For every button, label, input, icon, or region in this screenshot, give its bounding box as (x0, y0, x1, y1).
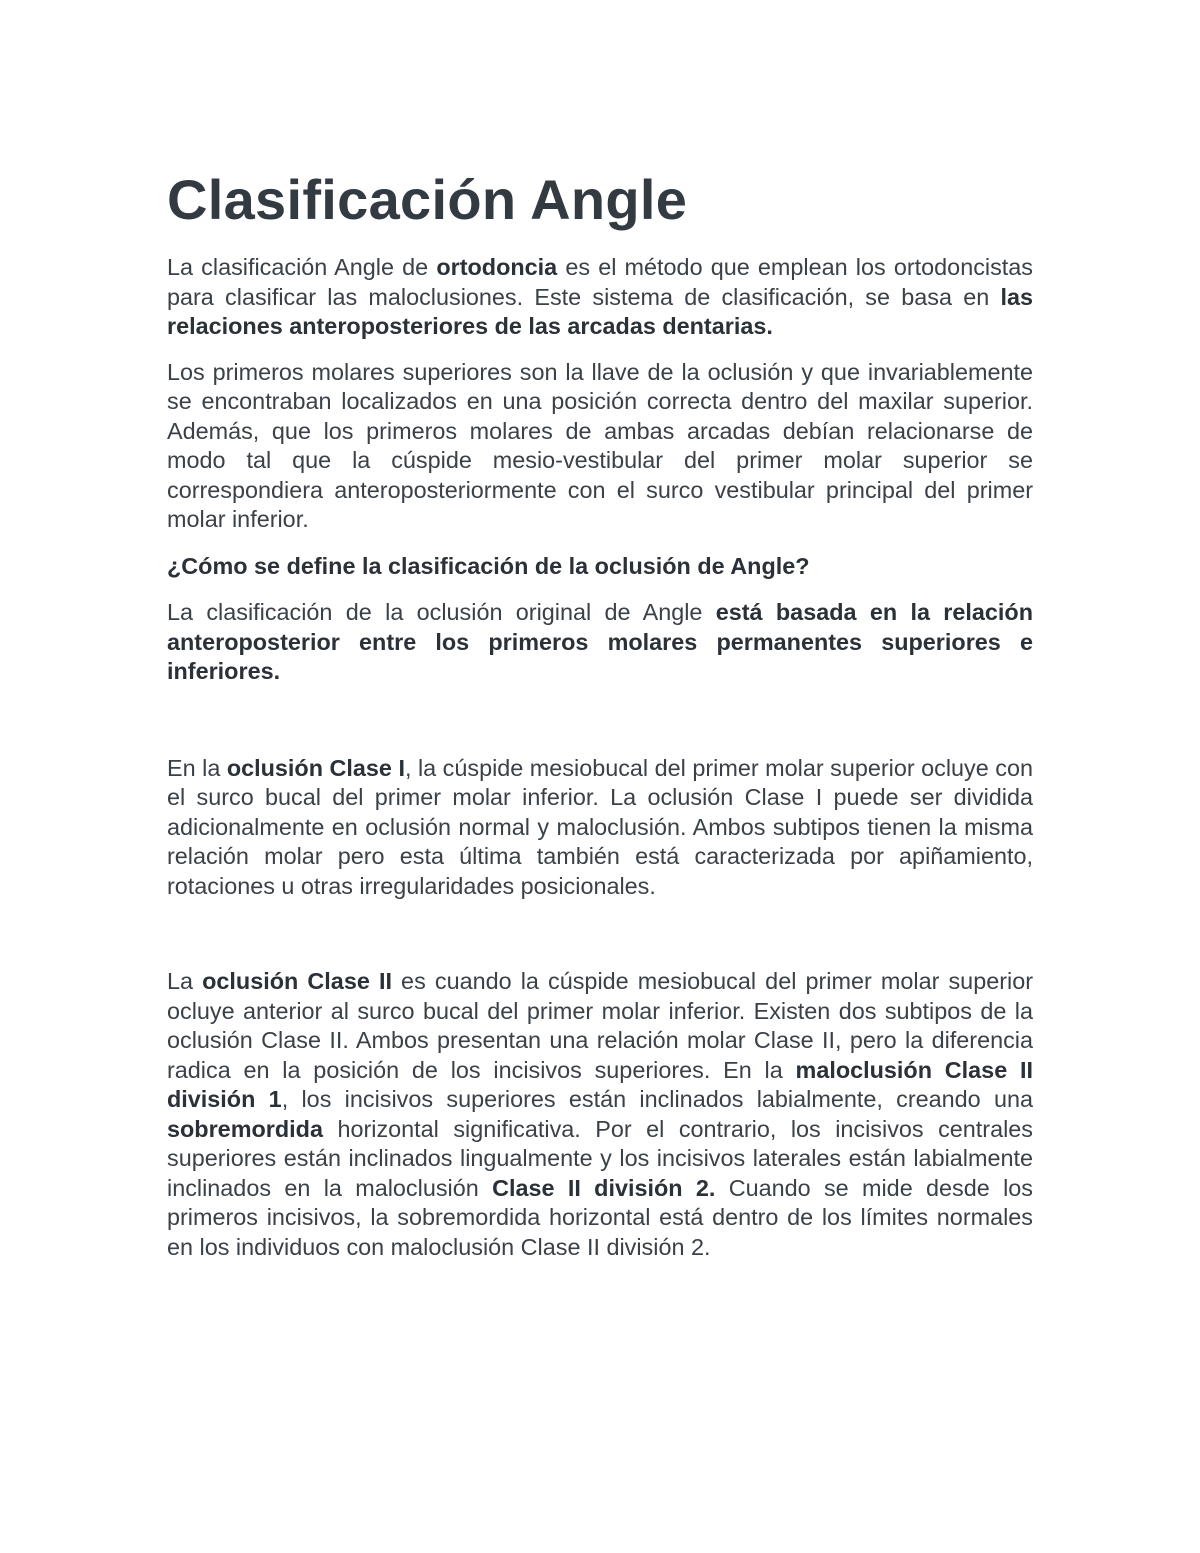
bold-term-clase-ii-div2: Clase II división 2. (492, 1174, 716, 1201)
text-run: Cuando se mide desde los primeros incisivos, la sobremordida horizontal está dentro de los límites normales en los individuos con maloclusión Clase II división 2. (167, 1174, 1033, 1260)
section-question (167, 552, 1033, 582)
paragraph-intro (167, 253, 1033, 342)
text-run: Los primeros molares superiores son la llave de la oclusión y que invariablemente se encontraban localizados en una posición correcta dentro del maxilar superior. Además, que los primeros molares de ambas arcadas debían relacionarse de modo tal que la cúspide mesio-vestibular del primer molar superior se correspondiera anteroposteriormente con el surco vestibular principal del primer molar inferior. (167, 358, 1033, 532)
text-run: En la (167, 754, 227, 781)
bold-phrase-relaciones: las relaciones anteroposteriores de las arcadas dentarias. (167, 283, 1033, 339)
bold-term-ortodoncia: ortodoncia (436, 254, 558, 280)
text-run: , los incisivos superiores están inclinados labialmente, creando una (281, 1086, 1033, 1112)
paragraph-molares (167, 358, 1033, 535)
question-heading: ¿Cómo se define la clasificación de la oclusión de Angle? (167, 552, 810, 579)
page-title: Clasificación Angle (167, 168, 688, 231)
document-page (167, 168, 1033, 1262)
paragraph-clase-i (167, 754, 1033, 902)
text-run: es cuando la cúspide mesiobucal del primer molar superior ocluye anterior al surco bucal del primer molar inferior. Existen dos subtipos de la oclusión Clase II. Ambos presentan una relación molar Clase II, pero la diferencia radica en la posición de los incisivos superiores. En la (167, 968, 1033, 1083)
text-run: La clasificación Angle de (167, 254, 437, 280)
text-run: La clasificación de la oclusión original de Angle (167, 599, 716, 625)
text-run: , la cúspide mesiobucal del primer molar superior ocluye con el surco bucal del primer molar inferior. La oclusión Clase I puede ser dividida adicionalmente en oclusión normal y maloclusión. Ambos subtipos tienen la misma relación molar pero esta última también está caracterizada por apiñamiento, rotaciones u otras irregularidades posicionales. (167, 754, 1033, 899)
text-run: La (167, 968, 203, 994)
text-run: horizontal significativa. Por el contrario, los incisivos centrales superiores están inclinados lingualmente y los incisivos laterales están labialmente inclinados en la maloclusión (167, 1115, 1033, 1201)
text-run: es el método que emplean los ortodoncistas para clasificar las maloclusiones. Este sistema de clasificación, se basa en (167, 254, 1033, 310)
bold-term-clase-ii-div1: maloclusión Clase II división 1 (167, 1056, 1033, 1112)
paragraph-clase-ii (167, 967, 1033, 1262)
bold-term-clase-ii: oclusión Clase II (202, 968, 392, 994)
bold-term-sobremordida: sobremordida (167, 1115, 323, 1142)
paragraph-definicion (167, 598, 1033, 687)
bold-phrase-definicion: está basada en la relación anteroposterior entre los primeros molares permanentes superiores e inferiores. (167, 599, 1033, 684)
bold-term-clase-i: oclusión Clase I (226, 754, 405, 781)
